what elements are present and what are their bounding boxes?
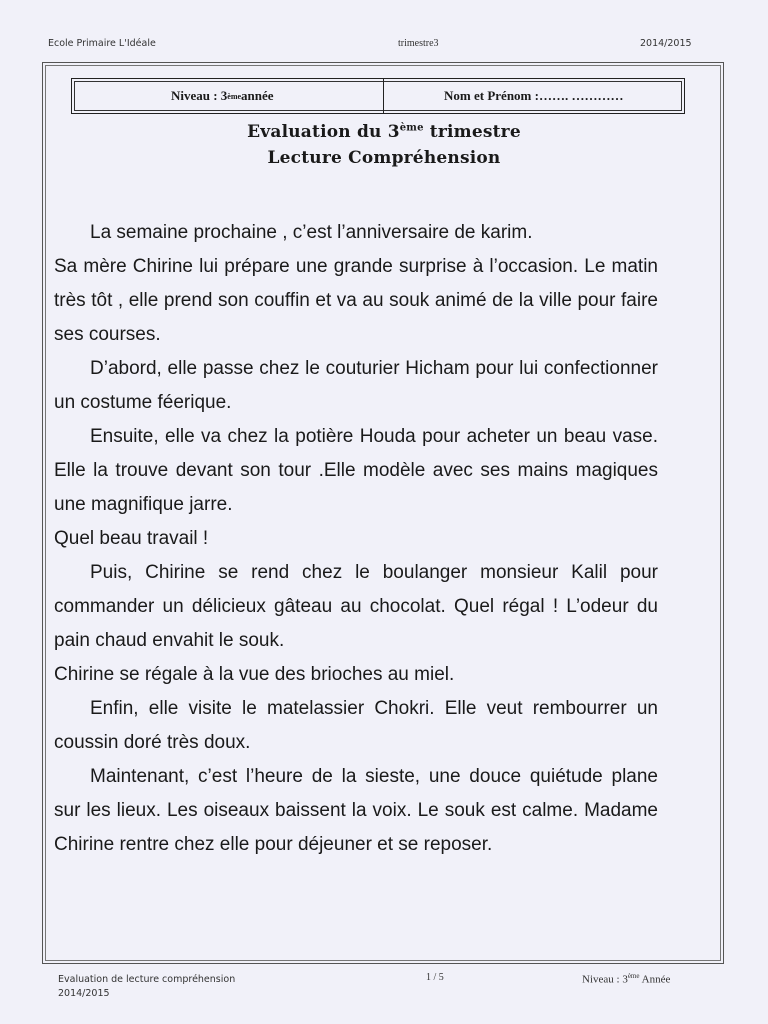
footer-page-number: 1 / 5 — [426, 972, 444, 983]
header-school: Ecole Primaire L'Idéale — [48, 38, 156, 49]
paragraph-7: Chirine se régale à la vue des brioches au miel. — [54, 664, 455, 685]
paragraph-3: D’abord, elle passe chez le couturier Hicham pour lui confectionner un costume féerique. — [54, 358, 658, 413]
footer-level-suffix: Année — [639, 973, 671, 986]
name-cell — [384, 79, 685, 113]
header-term: trimestre3 — [398, 38, 439, 49]
name-label: Nom et Prénom :……. ………… — [444, 88, 624, 103]
paragraph-5: Quel beau travail ! — [54, 528, 209, 549]
paragraph-1: La semaine prochaine , c’est l’anniversaire de karim. — [90, 222, 533, 243]
title-pre: Evaluation du 3 — [247, 122, 400, 142]
page-subtitle: Lecture Compréhension — [267, 148, 501, 168]
header-year: 2014/2015 — [640, 38, 692, 49]
paragraph-4: Ensuite, elle va chez la potière Houda pour acheter un beau vase. Elle la trouve devant son tour .Elle modèle avec ses mains magiques une magnifique jarre. — [54, 426, 658, 515]
paragraph-9: Maintenant, c’est l’heure de la sieste, une douce quiétude plane sur les lieux. Les oiseaux baissent la voix. Le souk est calme. Madame Chirine rentre chez elle pour déjeuner et se reposer. — [54, 766, 658, 855]
level-suffix: année — [241, 88, 274, 103]
footer-year: 2014/2015 — [58, 988, 110, 999]
level-cell — [72, 79, 384, 113]
reading-passage — [54, 216, 658, 862]
footer-level-sup: ème — [627, 972, 640, 980]
paragraph-8: Enfin, elle visite le matelassier Chokri. Elle veut rembourrer un coussin doré très doux. — [54, 698, 658, 753]
level-label: Niveau : 3 — [170, 88, 228, 103]
footer-level-label: Niveau : 3 — [582, 973, 628, 986]
paragraph-6: Puis, Chirine se rend chez le boulanger monsieur Kalil pour commander un délicieux gâteau au chocolat. Quel régal ! L’odeur du pain chaud envahit le souk. — [54, 562, 658, 651]
page-title — [0, 122, 768, 142]
footer-level — [582, 972, 670, 986]
title-sup: ème — [399, 122, 424, 134]
footer-doc-name: Evaluation de lecture compréhension — [58, 974, 236, 985]
paragraph-2: Sa mère Chirine lui prépare une grande surprise à l’occasion. Le matin très tôt , elle prend son couffin et va au souk animé de la ville pour faire ses courses. — [54, 256, 658, 345]
student-info-table — [71, 78, 685, 114]
level-sup: ème — [227, 91, 242, 101]
title-post: trimestre — [423, 122, 521, 142]
